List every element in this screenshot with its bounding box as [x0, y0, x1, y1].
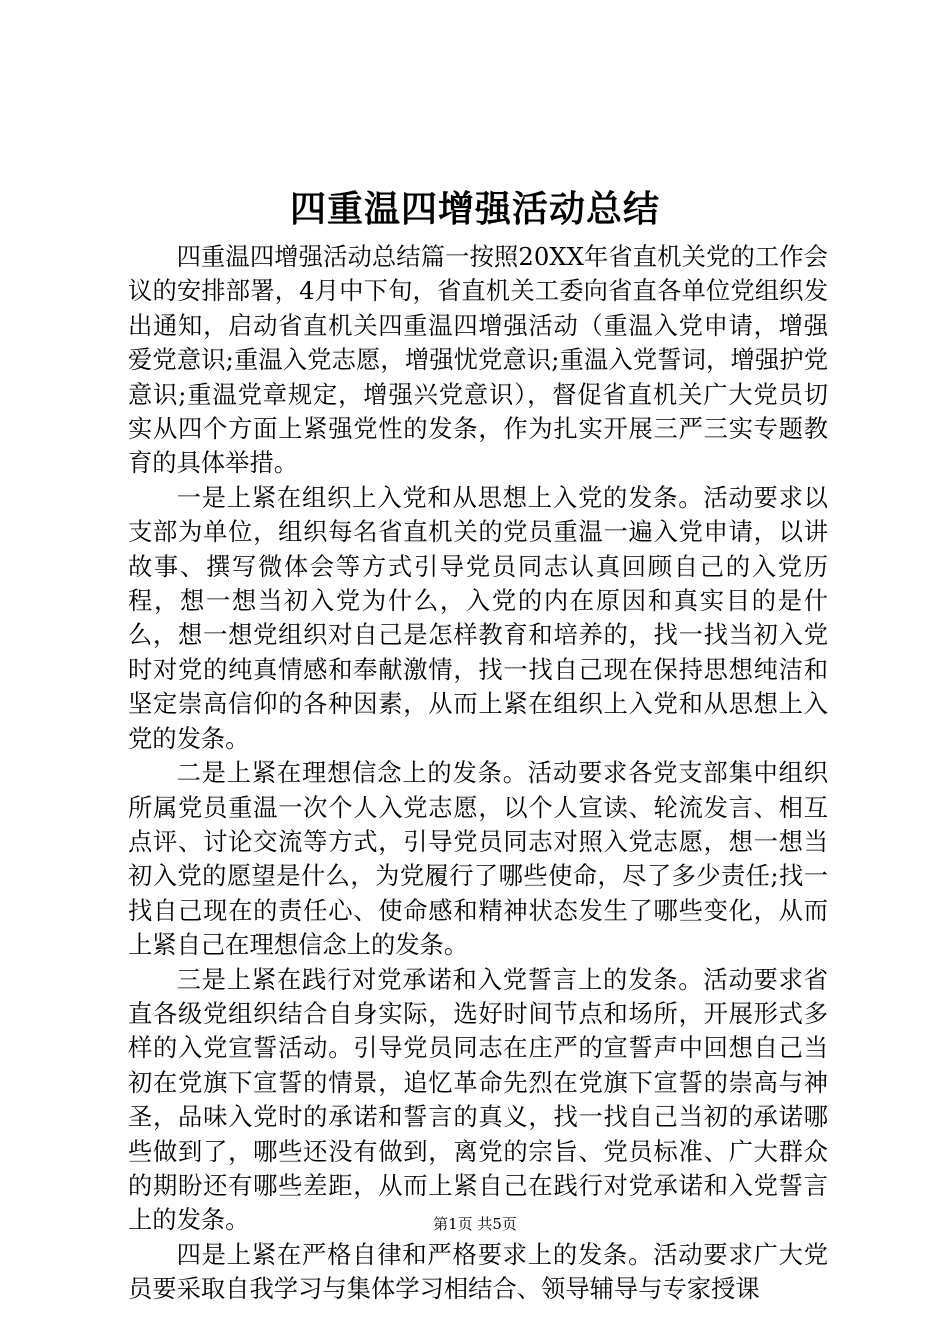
paragraph: 三是上紧在践行对党承诺和入党誓言上的发条。活动要求省直各级党组织结合自身实际，选好时间节点和场所，开展形式多样的入党宣誓活动。引导党员同志在庄严的宣誓声中回想自己当初在党旗下宣誓的情景，追忆革命先烈在党旗下宣誓的崇高与神圣，品味入党时的承诺和誓言的真义，找一找自己当初的承诺哪些做到了，哪些还没有做到，离党的宗旨、党员标准、广大群众的期盼还有哪些差距，从而上紧自己在践行对党承诺和入党誓言上的发条。 [128, 964, 828, 1235]
paragraph: 二是上紧在理想信念上的发条。活动要求各党支部集中组织所属党员重温一次个人入党志愿，以个人宣读、轮流发言、相互点评、讨论交流等方式，引导党员同志对照入党志愿，想一想当初入党的愿望是什么，为党履行了哪些使命，尽了多少责任;找一找自己现在的责任心、使命感和精神状态发生了哪些变化，从而上紧自己在理想信念上的发条。 [128, 758, 828, 960]
document-title: 四重温四增强活动总结 [289, 188, 660, 230]
page-number-footer: 第1页 共5页 [433, 1215, 517, 1233]
paragraph: 四是上紧在严格自律和严格要求上的发条。活动要求广大党员要采取自我学习与集体学习相结合、领导辅导与专家授课 [128, 1239, 828, 1304]
document-body [128, 240, 828, 1307]
paragraph: 一是上紧在组织上入党和从思想上入党的发条。活动要求以支部为单位，组织每名省直机关的党员重温一遍入党申请，以讲故事、撰写微体会等方式引导党员同志认真回顾自己的入党历程，想一想当初入党为什么，入党的内在原因和真实目的是什么，想一想党组织对自己是怎样教育和培养的，找一找当初入党时对党的纯真情感和奉献激情，找一找自己现在保持思想纯洁和坚定崇高信仰的各种因素，从而上紧在组织上入党和从思想上入党的发条。 [128, 482, 828, 753]
paragraph: 四重温四增强活动总结篇一按照20XX年省直机关党的工作会议的安排部署，4月中下旬，省直机关工委向省直各单位党组织发出通知，启动省直机关四重温四增强活动（重温入党申请，增强爱党意识;重温入党志愿，增强忧党意识;重温入党誓词，增强护党意识;重温党章规定，增强兴党意识），督促省直机关广大党员切实从四个方面上紧强党性的发条，作为扎实开展三严三实专题教育的具体举措。 [128, 242, 828, 478]
